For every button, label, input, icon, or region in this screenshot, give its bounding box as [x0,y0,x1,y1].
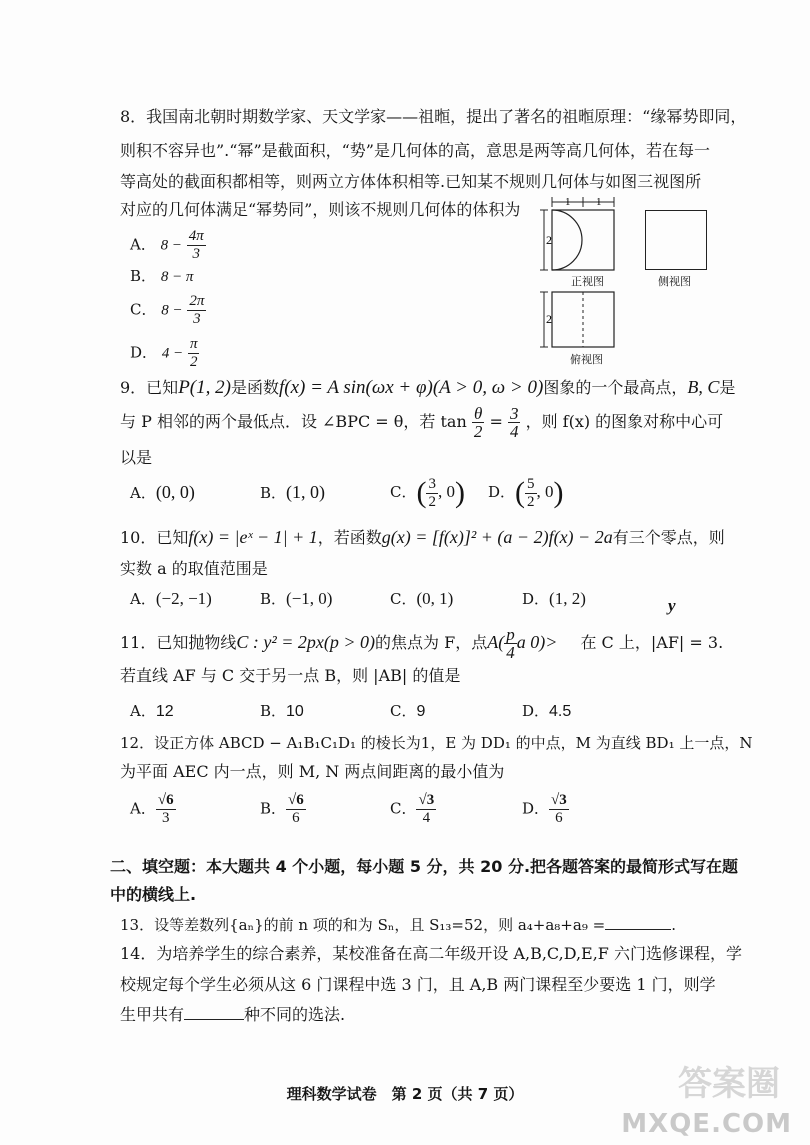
q13-period: . [671,916,676,934]
q12-option-b-label: B． [260,799,287,818]
q12-option-d [522,792,569,827]
q11-option-b-value: 10 [286,703,304,720]
q8-line-1: 8．我国南北朝时期数学家、天文学家——祖暅，提出了著名的祖暅原理：“缘幂势即同， [120,107,747,126]
q9-points-bc: B, C [687,377,720,397]
q11-line-2: 若直线 AF 与 C 交于另一点 B，则 |AB| 的值是 [120,666,461,685]
q10-line-2: 实数 a 的取值范围是 [120,559,268,578]
q11-prefix: 11．已知抛物线 [120,633,237,652]
q12-option-c [390,792,436,827]
q10-option-c [390,589,453,609]
q9-theta-fraction [472,405,485,440]
q9-option-c-label: C． [390,483,417,501]
q11-point-a-open: A( [487,632,505,652]
q12-option-c-num: √3 [418,792,435,808]
q9-option-d-tail: , 0 [536,482,554,501]
q8-option-c [130,293,206,328]
q9-line-1 [120,377,735,398]
section-2-heading-line-2: 中的横线上. [110,885,197,904]
q14-line-3-start: 生甲共有 [120,1005,185,1024]
q9-option-c [390,472,465,513]
q10-option-c-value: (0, 1) [416,589,454,608]
top-view-height-label: 2 [546,312,552,326]
q12-line-1: 12．设正方体 ABCD − A₁B₁C₁D₁ 的棱长为1，E 为 DD₁ 的中点，M 为直线 BD₁ 上一点，N [120,734,753,752]
top-view-caption: 俯视图 [570,353,603,366]
q12-option-c-label: C． [390,799,417,818]
q14-line-3 [120,1005,345,1025]
q8-option-b [130,266,193,287]
section-2-heading-line-1: 二、填空题：本大题共 4 个小题，每小题 5 分，共 20 分.把各题答案的最简形式写在题 [110,857,739,876]
q11-option-c [390,701,425,722]
q10-option-a-label: A． [130,590,156,608]
q10-text-if: ，若函数 [317,528,382,547]
q8-option-a [130,228,206,263]
q12-option-b [260,792,306,827]
q9-option-c-tail: , 0 [437,482,455,501]
q11-text-focus: 的焦点为 F，点 [375,633,488,652]
q10-option-d-value: (1, 2) [549,589,586,608]
q8-option-d-den: 2 [189,354,198,370]
q13-answer-blank[interactable] [605,915,671,930]
q12-option-b-den: 6 [292,810,300,826]
q9-option-d-num: 5 [527,475,535,492]
q14-line-1: 14．为培养学生的综合素养，某校准备在高二年级开设 A,B,C,D,E,F 六门选修课程，学 [120,944,742,963]
q11-option-d-value: 4.5 [549,703,572,720]
q11-option-b [260,701,304,722]
q9-option-b-value: (1, 0) [286,482,326,502]
q9-ratio-num: 3 [509,404,519,423]
q8-option-c-label: C． [130,300,157,319]
front-view-dim-left: 1 [565,196,571,208]
q10-option-b-value: (−1, 0) [286,589,333,608]
q8-option-b-text: 8 − π [160,269,194,285]
q9-option-d-left-paren: ( [515,476,526,509]
watermark-url: MXQE.COM [621,1109,792,1139]
q8-option-a-num: 4π [188,228,204,244]
q9-prefix: 9．已知 [120,378,179,397]
q8-option-c-pre: 8 − [161,302,183,319]
q9-text-highest: 图象的一个最高点， [543,378,688,397]
q10-line-1 [120,527,725,548]
q11-line-1 [120,622,723,663]
q10-text-zeros: 有三个零点，则 [612,528,725,547]
q12-option-c-den: 4 [422,810,431,826]
q8-option-a-den: 3 [192,246,201,262]
q9-text-function: 是函数 [230,378,279,397]
q9-option-b [260,482,325,503]
q11-option-a-value: 12 [155,703,174,720]
q12-option-a-label: A． [130,799,156,818]
q9-option-c-num: 3 [428,475,436,492]
q11-parabola: C : y² = 2px(p > 0) [236,632,376,652]
q10-option-d [522,589,586,609]
q14-line-2: 校规定每个学生必须从这 6 门课程中选 3 门，且 A,B 两门课程至少要选 1 门，则学 [120,975,716,994]
q9-option-d-label: D． [488,483,516,501]
q11-option-d-label: D． [522,702,550,720]
q12-option-a [130,792,176,827]
stray-y-glyph: y [668,596,676,615]
q11-option-a-label: A． [130,702,156,720]
q12-option-b-fraction [286,792,306,827]
q9-ratio-fraction [508,405,521,440]
q9-line-2-text: 与 P 相邻的两个最低点．设 ∠BPC = θ，若 tan [120,412,467,431]
q11-p-num: p [506,625,515,644]
q12-option-c-fraction [416,792,436,827]
q10-prefix: 10．已知 [120,528,189,547]
q10-option-b-label: B． [260,590,287,608]
q9-equals: = [489,412,503,431]
q12-option-a-fraction [156,792,176,827]
q8-option-c-num: 2π [189,293,205,309]
q8-option-d-label: D． [130,343,158,362]
q9-line-3: 以是 [120,448,153,467]
q10-f-formula: f(x) = |eˣ − 1| + 1 [188,527,318,547]
front-view-arc [552,210,582,270]
q11-option-d [522,701,571,722]
q12-option-d-label: D． [522,799,550,818]
q9-option-d [488,472,564,513]
q8-option-a-label: A． [130,235,156,254]
page-footer: 理科数学试卷 第 2 页（共 7 页） [286,1085,524,1103]
q8-line-3: 等高处的截面积都相等，则两立方体体积相等.已知某不规则几何体与如图三视图所 [120,172,702,191]
q12-option-d-fraction [549,792,569,827]
front-view-height-label: 2 [546,233,552,247]
q9-option-c-fraction [426,476,438,511]
q9-option-a-value: (0, 0) [155,482,195,502]
watermark-logo: 答案圈 [678,1064,780,1104]
q12-line-2: 为平面 AEC 内一点，则 M, N 两点间距离的最小值为 [120,762,505,781]
q9-ratio-den: 4 [509,422,519,441]
q11-option-b-label: B． [260,702,287,720]
q9-point-p: P(1, 2) [178,377,231,398]
front-view-width-dimension [552,197,614,207]
q9-text-is: 是 [719,378,736,397]
q8-option-a-fraction [187,228,206,263]
q9-theta-num: θ [472,405,485,423]
q8-line-2: 则积不容异也”.“幂”是截面积，“势”是几何体的高，意思是两等高几何体，若在每一 [120,141,710,160]
q9-option-c-right-paren: ) [454,476,465,509]
q8-option-d-num: π [189,336,198,352]
front-view-dim-right: 1 [596,196,602,208]
q9-option-d-den: 2 [527,493,535,510]
side-view-caption: 侧视图 [658,275,691,288]
q13-text: 13．设等差数列{aₙ}的前 n 项的和为 Sₙ，且 S₁₃=52，则 a₄+a₈+a₉ = [120,916,606,934]
q8-option-d-fraction [188,336,200,371]
q9-option-c-den: 2 [428,493,436,510]
q11-p-fraction [504,626,517,661]
q11-option-a [130,701,174,722]
q10-option-a-value: (−2, −1) [155,589,212,608]
q12-option-a-den: 3 [161,810,170,826]
q10-g-formula: g(x) = [f(x)]² + (a − 2)f(x) − 2a [381,527,613,547]
q9-line-2 [120,404,723,440]
q11-option-c-label: C． [390,702,417,720]
q11-on-c-af: 在 C 上，|AF| = 3. [580,633,724,652]
q9-theta-den: 2 [473,422,483,441]
q10-option-d-label: D． [522,590,550,608]
q8-option-a-pre: 8 − [160,237,182,254]
side-view-square [645,210,707,270]
q8-option-d-pre: 4 − [161,345,184,362]
q9-option-a-label: A． [130,484,156,502]
q8-option-d [130,336,199,371]
q12-option-a-num: √6 [157,792,174,808]
q12-option-d-num: √3 [551,792,567,808]
front-view-square [552,210,614,270]
q13-line [120,915,676,935]
q12-option-b-num: √6 [288,792,304,808]
q8-option-b-label: B． [130,267,157,285]
q8-line-4: 对应的几何体满足“幂势同”，则该不规则几何体的体积为 [120,200,521,219]
q8-option-c-den: 3 [193,311,201,327]
q10-option-a [130,589,212,609]
q14-answer-blank[interactable] [184,1005,244,1020]
q11-p-den: 4 [506,643,515,662]
q9-option-c-left-paren: ( [416,476,427,509]
q14-line-3-end: 种不同的选法. [244,1005,346,1024]
q10-option-b [260,589,332,609]
q11-option-c-value: 9 [416,703,426,720]
q11-point-a-tail: a 0)> [516,632,558,652]
q10-option-c-label: C． [390,590,417,608]
q12-option-d-den: 6 [555,810,563,826]
q9-option-d-right-paren: ) [553,476,564,509]
q9-option-d-fraction [525,476,537,511]
q9-option-a [130,482,195,503]
front-view-caption: 正视图 [571,275,604,288]
q9-line-2-tail: ，则 f(x) 的图象对称中心可 [525,412,724,431]
q9-function-formula: f(x) = A sin(ωx + φ)(A > 0, ω > 0) [278,377,544,398]
q8-option-c-fraction [187,293,206,328]
q9-option-b-label: B． [260,484,287,502]
